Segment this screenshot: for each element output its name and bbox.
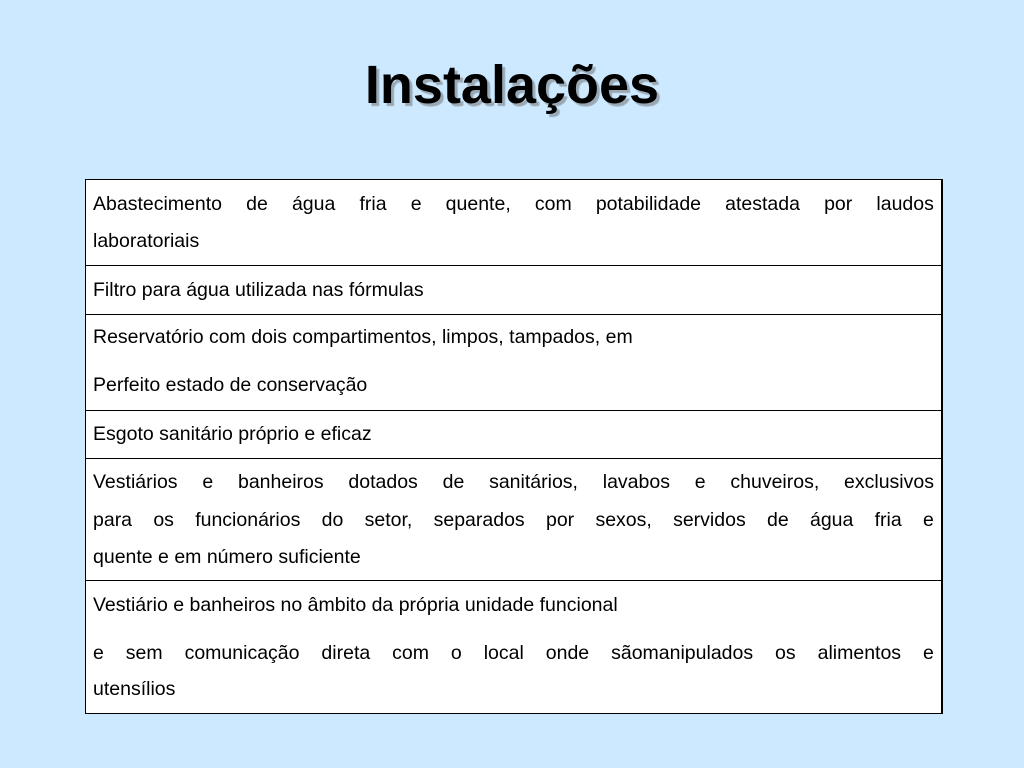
word: do [321,509,344,531]
table-row [86,459,941,581]
row-text-line [93,642,934,664]
word: alimentos [817,642,902,664]
word: onde [545,642,590,664]
word: separados [433,509,525,531]
word: e [410,193,422,215]
word: sexos, [595,509,652,531]
word: para [93,509,133,531]
row-text-line: Esgoto sanitário próprio e eficaz [93,423,372,445]
word: os [775,642,796,664]
word: e [923,642,934,664]
word: lavabos [602,471,670,493]
word: servidos [673,509,746,531]
word: fria [359,193,387,215]
table-row [86,411,941,459]
table-row [86,180,941,266]
row-text-line [93,471,934,493]
word: fria [874,509,902,531]
word: exclusivos [844,471,934,493]
word: com [534,193,572,215]
row-text-line [93,193,934,215]
row-text-line [93,509,934,531]
row-text-line: quente e em número suficiente [93,546,361,568]
word: água [809,509,854,531]
word: por [824,193,853,215]
row-text-line: utensílios [93,678,176,700]
word: por [545,509,575,531]
word: chuveiros, [730,471,820,493]
word: os [153,509,174,531]
word: local [483,642,524,664]
word: com [392,642,429,664]
word: de [766,509,789,531]
word: e [694,471,706,493]
word: água [291,193,336,215]
word: e [923,509,934,531]
word: Abastecimento [93,193,222,215]
word: comunicação [184,642,300,664]
word: de [442,471,465,493]
word: setor, [364,509,413,531]
word: laudos [876,193,934,215]
word: potabilidade [595,193,702,215]
row-text-line: Filtro para água utilizada nas fórmulas [93,279,424,301]
word: atestada [725,193,800,215]
word: o [450,642,462,664]
table-row [86,315,941,411]
word: Vestiários [93,471,178,493]
word: direta [321,642,371,664]
row-text-line: laboratoriais [93,230,200,252]
word: sanitários, [489,471,578,493]
word: sem [125,642,163,664]
word: e [202,471,214,493]
row-text-line: Vestiário e banheiros no âmbito da própria unidade funcional [93,594,618,616]
word: funcionários [195,509,301,531]
row-text-line: Reservatório com dois compartimentos, limpos, tampados, em [93,326,633,348]
table-row [86,266,941,315]
table-row [86,581,941,715]
word: sãomanipulados [611,642,754,664]
word: quente, [445,193,511,215]
word: banheiros [237,471,324,493]
slide-title: Instalações [364,55,660,115]
word: de [246,193,268,215]
requirements-table [85,179,943,714]
row-text-line: Perfeito estado de conservação [93,374,368,396]
word: dotados [348,471,418,493]
word: e [93,642,104,664]
